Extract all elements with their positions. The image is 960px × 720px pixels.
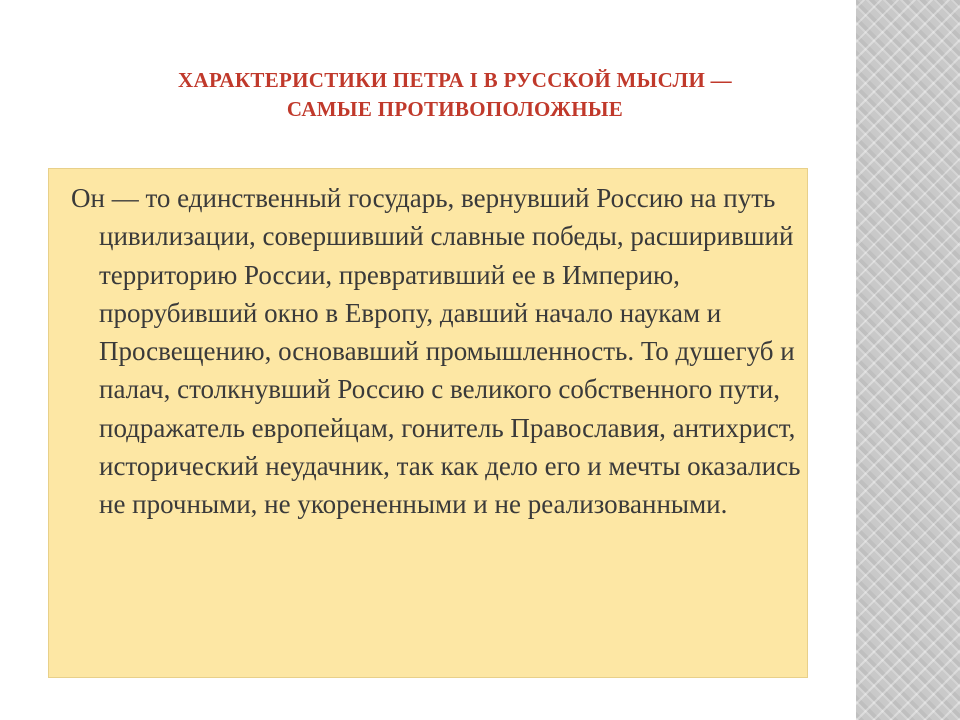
slide-title-line-2: САМЫЕ ПРОТИВОПОЛОЖНЫЕ bbox=[286, 97, 624, 121]
slide-title bbox=[60, 66, 850, 124]
body-text: Он — то единственный государь, вернувший Россию на путь цивилизации, совершивший славные победы, расширивший территорию России, превративший ее в Империю, прорубивший окно в Европу, давший начало наукам и Просвещению, основавший промышленность. То душегуб и палач, столкнувший Россию с великого собственного пути, подражатель европейцам, гонитель Православия, антихрист, исторический неудачник, так как дело его и мечты оказались не прочными, не укорененными и не реализованными. bbox=[71, 183, 801, 520]
content-box bbox=[48, 168, 808, 678]
decorative-side-pattern bbox=[856, 0, 960, 720]
slide-title-line-1: ХАРАКТЕРИСТИКИ ПЕТРА I В РУССКОЙ МЫСЛИ — bbox=[178, 68, 732, 92]
